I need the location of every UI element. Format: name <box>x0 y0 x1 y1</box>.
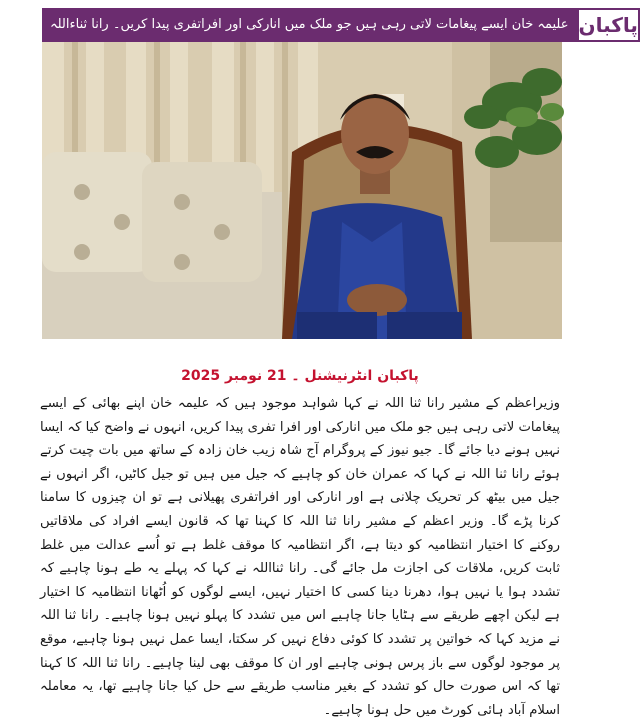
brand-logo[interactable]: پاکبان <box>577 8 640 42</box>
article-header <box>42 8 638 42</box>
article-body: وزیراعظم کے مشیر رانا ثنا اللہ نے کہا شواہد موجود ہیں کہ علیمہ خان اپنے بھائی کے ایسے پیغامات لاتی رہی ہیں جو ملک میں انارکی اور افرا تفری پیدا کریں، انہوں نے واضح کیا کہ ایسا نہیں ہونے دیا جائے گا۔ جیو نیوز کے پروگرام آج شاہ زیب خان زادہ کے ساتھ میں بات چیت کرتے ہوئے رانا ثنا اللہ نے کہا کہ عمران خان کو چاہیے کہ جیل میں ہیں تو جیل کاٹیں، اگر انہوں نے جیل میں بیٹھ کر تحریک چلانی ہے اور انارکی اور افراتفری پھیلانی ہے تو ان چیزوں کا سامنا کرنا پڑے گا۔ وزیر اعظم کے مشیر رانا ثنا اللہ کا کہنا تھا کہ قانون ایسے افراد کی ملاقاتیں روکنے کا اختیار انتظامیہ کو دیتا ہے، اگر انتظامیہ کا موقف غلط ہے تو اُسے عدالت میں غلط ثابت کریں، ملاقات کی اجازت مل جائے گی۔ رانا ثنااللہ نے کہا کہ پہلے یہ طے ہونا چاہیے کہ تشدد ہوا یا نہیں ہوا، دھرنا دینا کسی کا اختیار نہیں، ایسے لوگوں کو اُٹھانا انتظامیہ کا اختیار ہے لیکن اچھے طریقے سے ہٹایا جانا چاہیے اس میں تشدد کا پہلو نہیں ہونا چاہیے۔ رانا ثنا اللہ نے مزید کہا کہ خواتین پر تشدد کا کوئی دفاع نہیں کر سکتا، ایسا عمل نہیں ہونا چاہیے، موقع پر موجود لوگوں سے باز پرس ہونی چاہیے اور ان کا موقف بھی لینا چاہیے۔ رانا ثنا اللہ کا کہنا تھا کہ اس صورت حال کو تشدد کے بغیر مناسب طریقے سے حل کیا جانا چاہیے تھا، یہ معاملہ اسلام آباد ہائی کورٹ میں حل ہونا چاہیے۔ <box>40 396 560 718</box>
headline: علیمہ خان ایسے پیغامات لاتی رہی ہیں جو ملک میں انارکی اور افراتفری پیدا کریں۔ رانا ثناءاللہ <box>42 8 577 42</box>
article-photo <box>42 42 562 339</box>
dateline: پاکبان انٹرنیشنل ۔ 21 نومبر 2025 <box>181 368 419 384</box>
